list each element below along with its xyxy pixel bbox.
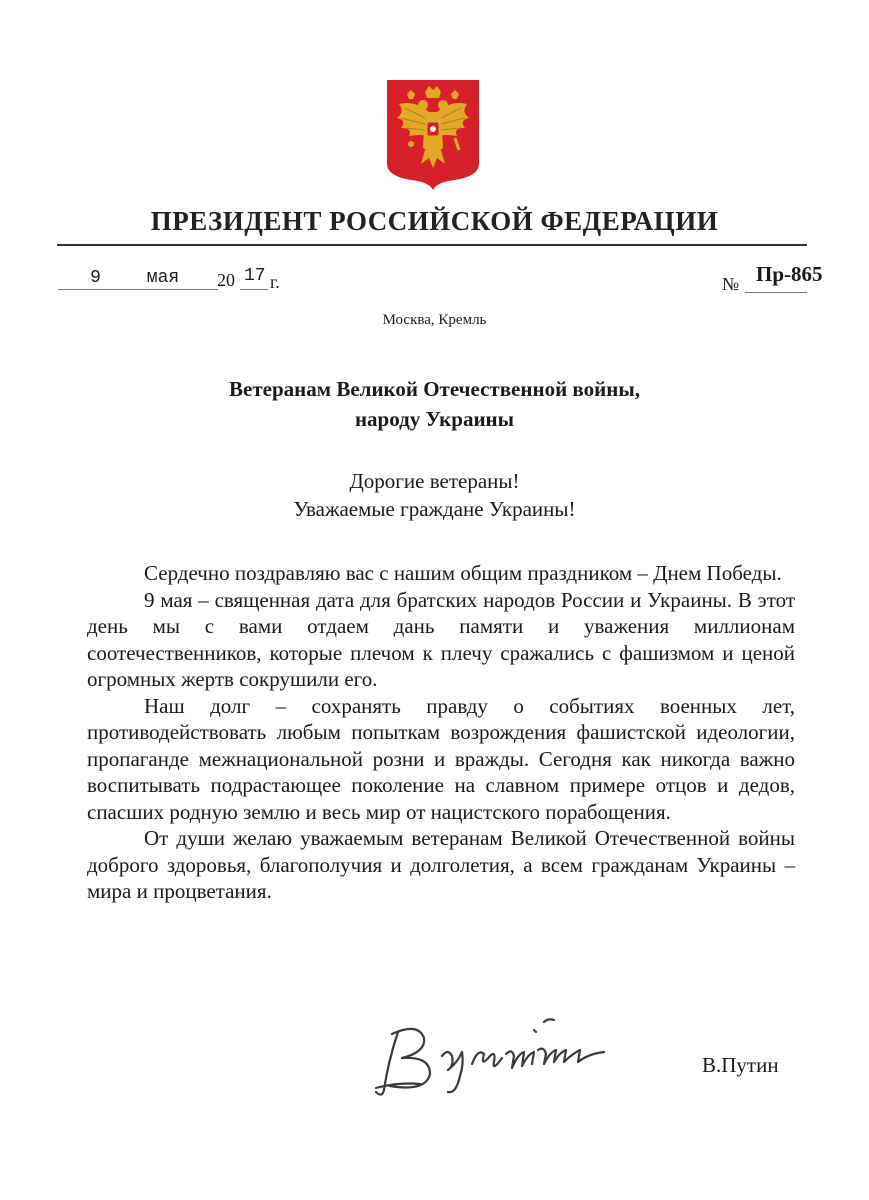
- date-suffix: г.: [270, 272, 280, 292]
- greeting: [0, 467, 869, 523]
- date-year-underline: [240, 289, 268, 290]
- paragraph: 9 мая – священная дата для братских народов России и Украины. В этот день мы с вами отдаем дань памяти и уважения миллионам соотечественников, которые плечом к плечу сражались с фашизмом и ценой огромных жертв сокрушили его.: [87, 587, 795, 691]
- addressee-line-2: народу Украины: [354, 407, 515, 431]
- document-number: Пр-865: [756, 262, 823, 286]
- date-month: мая: [146, 268, 180, 288]
- addressee-line-1: Ветеранам Великой Отечественной войны,: [229, 377, 640, 401]
- date-underline: [58, 289, 218, 290]
- page-title: ПРЕЗИДЕНТ РОССИЙСКОЙ ФЕДЕРАЦИИ: [150, 206, 719, 236]
- handwritten-signature-icon: [368, 1012, 628, 1102]
- paragraph: Наш долг – сохранять правду о событиях военных лет, противодействовать любым попыткам возрождения фашистской идеологии, пропаганде межнациональной розни и вражды. Сегодня как никогда важно воспитывать подрастающее поколение на славном примере отцов и дедов, спасших родную землю и весь мир от нацистского порабощения.: [87, 693, 795, 824]
- place-of-issue: Москва, Кремль: [382, 312, 487, 328]
- letter-body: [87, 560, 795, 905]
- russian-coat-of-arms-icon: [385, 78, 481, 190]
- greeting-line-1: Дорогие ветераны!: [349, 469, 520, 493]
- number-sign: №: [722, 274, 740, 294]
- addressee: [0, 374, 869, 434]
- date-century: 20: [217, 270, 235, 290]
- paragraph: Сердечно поздравляю вас с нашим общим праздником – Днем Победы.: [144, 561, 782, 585]
- number-underline: [745, 292, 807, 293]
- header-divider: [57, 244, 807, 246]
- paragraph: От души желаю уважаемым ветеранам Великой Отечественной войны доброго здоровья, благополучия и долголетия, а всем гражданам Украины – мира и процветания.: [87, 826, 795, 903]
- date-day: 9: [90, 268, 101, 288]
- date-year: 17: [244, 266, 266, 286]
- signer-name: В.Путин: [702, 1053, 779, 1077]
- greeting-line-2: Уважаемые граждане Украины!: [293, 497, 576, 521]
